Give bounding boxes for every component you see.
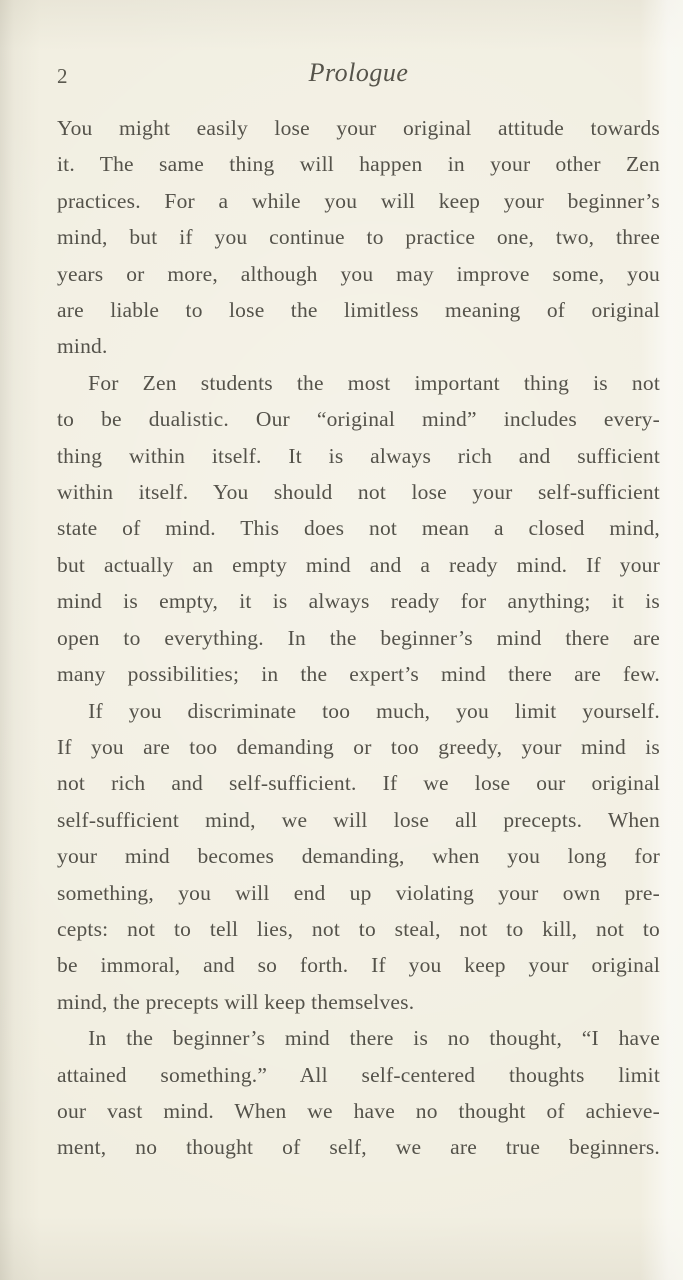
text-line: If you discriminate too much, you limit yourself.	[88, 698, 660, 723]
text-line: In the beginner’s mind there is no thought, “I have	[88, 1026, 660, 1051]
text-line: cepts: not to tell lies, not to steal, not to kill, not to	[57, 916, 660, 941]
text-line: practices. For a while you will keep your beginner’s	[57, 188, 660, 213]
text-line: your mind becomes demanding, when you long for	[57, 844, 660, 869]
text-line: mind, but if you continue to practice one, two, three	[57, 225, 660, 250]
text-line: but actually an empty mind and a ready mind. If your	[57, 552, 660, 577]
text-line: many possibilities; in the expert’s mind there are few.	[57, 662, 660, 687]
text-line: to be dualistic. Our “original mind” includes every-	[57, 407, 660, 432]
text-line: attained something.” All self-centered thoughts limit	[57, 1062, 660, 1087]
text-line: mind.	[57, 334, 108, 359]
paragraph	[57, 110, 660, 365]
paragraph	[57, 1020, 660, 1166]
text-line: not rich and self-sufficient. If we lose our original	[57, 771, 660, 796]
text-line: self-sufficient mind, we will lose all precepts. When	[57, 807, 660, 832]
text-line: For Zen students the most important thing is not	[88, 370, 660, 395]
text-line: years or more, although you may improve some, you	[57, 261, 660, 286]
text-line: mind is empty, it is always ready for anything; it is	[57, 589, 660, 614]
running-header-title: Prologue	[308, 58, 409, 87]
page-number: 2	[57, 64, 68, 88]
text-line: something, you will end up violating your own pre-	[57, 880, 660, 905]
text-line: within itself. You should not lose your self-sufficient	[57, 480, 660, 505]
text-line: If you are too demanding or too greedy, your mind is	[57, 734, 660, 759]
text-line: are liable to lose the limitless meaning of original	[57, 298, 660, 323]
text-line: mind, the precepts will keep themselves.	[57, 989, 415, 1014]
body-text	[57, 110, 660, 1166]
text-line: ment, no thought of self, we are true beginners.	[57, 1135, 660, 1160]
text-line: it. The same thing will happen in your other Zen	[57, 152, 660, 177]
paragraph	[57, 365, 660, 693]
paragraph	[57, 693, 660, 1021]
text-line: open to everything. In the beginner’s mind there are	[57, 625, 660, 650]
text-line: state of mind. This does not mean a closed mind,	[57, 516, 660, 541]
text-line: You might easily lose your original attitude towards	[57, 116, 660, 140]
text-line: thing within itself. It is always rich and sufficient	[57, 443, 660, 468]
text-line: be immoral, and so forth. If you keep your original	[57, 953, 660, 978]
text-line: our vast mind. When we have no thought of achieve-	[57, 1098, 660, 1123]
page-header	[57, 58, 660, 92]
